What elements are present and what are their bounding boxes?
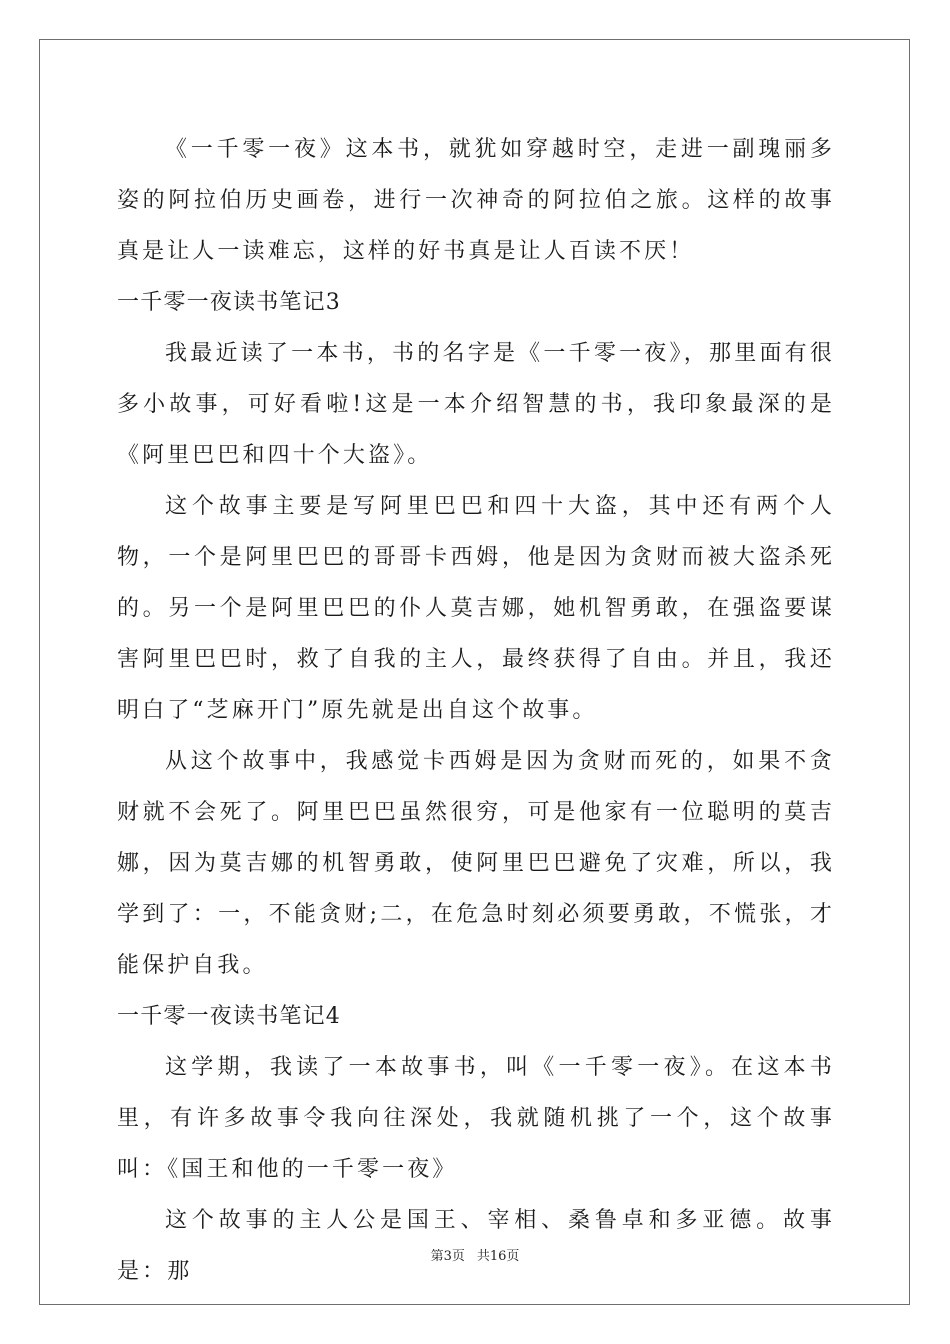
paragraph: 这个故事主要是写阿里巴巴和四十大盗，其中还有两个人物，一个是阿里巴巴的哥哥卡西姆，他是因为贪财而被大盗杀死的。另一个是阿里巴巴的仆人莫吉娜，她机智勇敢，在强盗要谋害阿里巴巴时，救了自我的主人，最终获得了自由。并且，我还明白了“芝麻开门”原先就是出自这个故事。	[117, 494, 835, 723]
paragraph: 这学期，我读了一本故事书，叫《一千零一夜》。在这本书里，有许多故事令我向往深处，我就随机挑了一个，这个故事叫：《国王和他的一千零一夜》	[117, 1055, 835, 1182]
section-heading: 一千零一夜读书笔记3	[117, 290, 341, 315]
page-number: 第3页	[430, 1249, 465, 1264]
paragraph: 《一千零一夜》这本书，就犹如穿越时空，走进一副瑰丽多姿的阿拉伯历史画卷，进行一次神奇的阿拉伯之旅。这样的故事真是让人一读难忘，这样的好书真是让人百读不厌！	[117, 137, 835, 264]
page-total: 共16页	[476, 1249, 520, 1264]
paragraph: 从这个故事中，我感觉卡西姆是因为贪财而死的，如果不贪财就不会死了。阿里巴巴虽然很穷，可是他家有一位聪明的莫吉娜，因为莫吉娜的机智勇敢，使阿里巴巴避免了灾难，所以，我学到了：一，不能贪财;二，在危急时刻必须要勇敢，不慌张，才能保护自我。	[117, 749, 835, 978]
page-footer	[0, 1245, 950, 1264]
document-body	[117, 124, 835, 1297]
section-heading: 一千零一夜读书笔记4	[117, 1004, 341, 1029]
paragraph: 这个故事的主人公是国王、宰相、桑鲁卓和多亚德。故事是：那	[117, 1208, 835, 1284]
paragraph: 我最近读了一本书，书的名字是《一千零一夜》，那里面有很多小故事，可好看啦!这是一本介绍智慧的书，我印象最深的是《阿里巴巴和四十个大盗》。	[117, 341, 835, 468]
